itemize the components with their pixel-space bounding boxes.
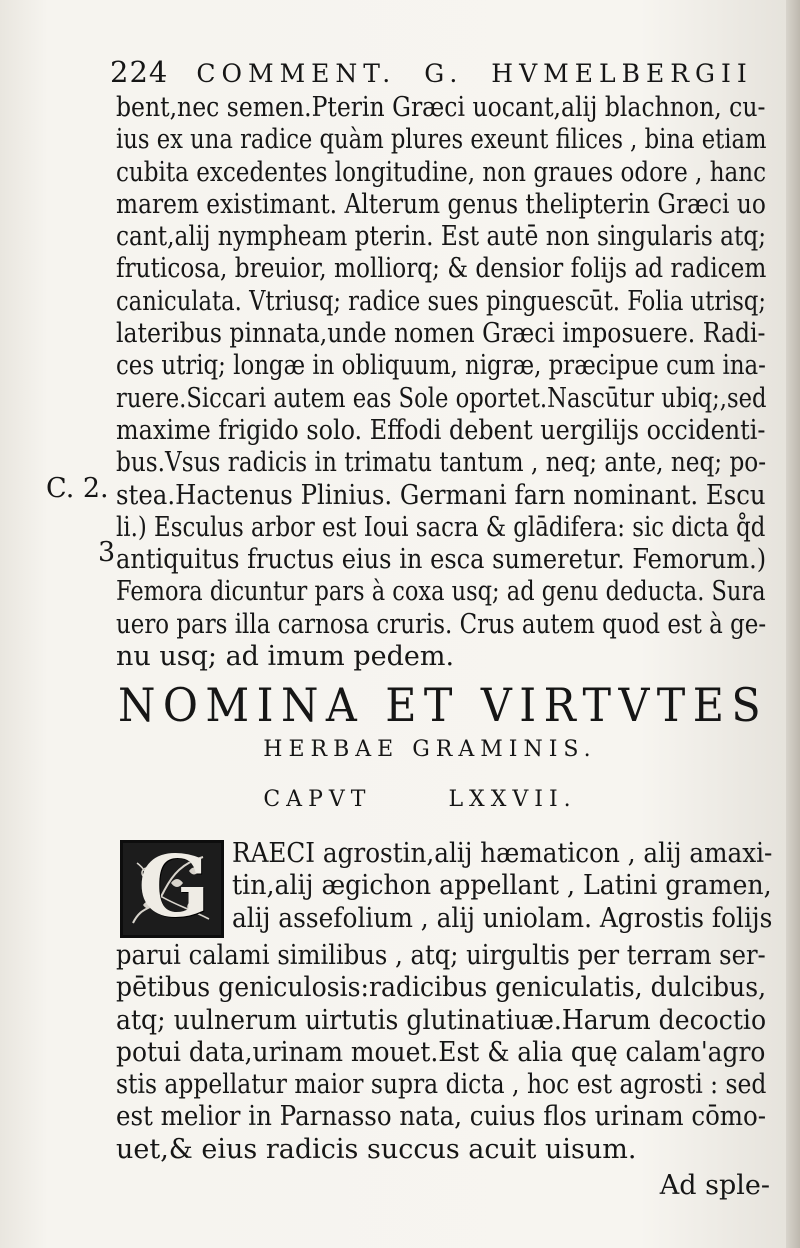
text-line: alij assefolium , alij uniolam. Agrostis folijs (232, 902, 773, 934)
text-line: maxime frigido solo. Effodi debent uergilijs occidenti- (116, 414, 766, 446)
text-line: cant,alij nympheam pterin. Est autē non singularis atq; (116, 221, 767, 253)
text-line: potui data,urinam mouet.Est & alia quę calam'agro (116, 1036, 766, 1068)
text-line: Femora dicuntur pars à coxa usq; ad genu deducta. Sura (116, 576, 766, 608)
commentary-block (116, 92, 766, 673)
text-line: atq; uulnerum uirtutis glutinatiuæ.Harum decoctio (116, 1004, 767, 1036)
text-line: stis appellatur maior supra dicta , hoc est agrosti : sed (116, 1069, 767, 1101)
text-line: li.) Esculus arbor est Ioui sacra & glādifera: sic dicta q̊d (116, 511, 766, 543)
decorated-initial (120, 840, 224, 938)
text-line: ces utriq; longæ in obliquum, nigræ, præcipue cum ina- (116, 350, 766, 382)
chapter-heading (0, 787, 800, 812)
text-line: bent,nec semen.Pterin Græci uocant,alij blachnon, cu- (116, 92, 766, 123)
text-line: ius ex una radice quàm plures exeunt filices , bina etiam (116, 124, 767, 156)
text-line: nu usq; ad imum pedem. (116, 641, 455, 673)
page-number: 224 (110, 55, 169, 89)
text-line: uero pars illa carnosa cruris. Crus autem quod est à ge- (116, 608, 767, 640)
text-line: RAECI agrostin,alij hæmaticon , alij amaxi- (232, 838, 773, 869)
chapter-indented-block (232, 838, 772, 935)
text-line: fruticosa, breuior, molliorq; & densior folijs ad radicem (116, 253, 767, 285)
running-title-2: G. (424, 59, 464, 88)
text-line: lateribus pinnata,unde nomen Græci imposuere. Radi- (116, 318, 766, 350)
text-line: stea.Hactenus Plinius. Germani farn nominant. Escu (116, 479, 766, 511)
text-line: ruere.Siccari autem eas Sole oportet.Nascūtur ubiq;,sed (116, 382, 767, 414)
text-line: tin,alij ægichon appellant , Latini gramen, (232, 870, 772, 902)
text-line: parui calami similibus , atq; uirgultis per terram ser- (116, 940, 766, 971)
text-line: cubita excedentes longitudine, non graues odore , hanc (116, 156, 767, 188)
caput-number: LXXVII. (448, 787, 577, 812)
margin-note-c2: C. 2. (46, 473, 109, 504)
running-title-1: COMMENT. (196, 59, 397, 88)
text-line: antiquitus fructus eius in esca sumeretur. Femorum.) (116, 544, 767, 576)
caput-label: CAPVT (263, 787, 372, 812)
chapter-body (116, 940, 766, 1166)
running-header (110, 55, 770, 89)
text-line: uet,& eius radicis succus acuit uisum. (116, 1133, 637, 1165)
running-title-3: HVMELBERGII (491, 59, 753, 88)
section-subtitle: HERBAE GRAMINIS. (263, 737, 597, 762)
text-line: marem existimant. Alterum genus thelipterin Græci uo (116, 188, 766, 220)
section-title: NOMINA ET VIRTVTES (118, 678, 769, 732)
page-edge (786, 0, 800, 1248)
margin-note-3: 3 (98, 537, 116, 568)
catchword: Ad sple- (659, 1170, 770, 1201)
initial-letter: G (138, 840, 210, 936)
text-line: bus.Vsus radicis in trimatu tantum , neq; ante, neq; po- (116, 447, 767, 479)
text-line: est melior in Parnasso nata, cuius flos urinam cōmo- (116, 1101, 767, 1133)
text-line: pētibus geniculosis:radicibus geniculatis, dulcibus, (116, 972, 767, 1004)
text-line: caniculata. Vtriusq; radice sues pinguescūt. Folia utrisq; (116, 285, 767, 317)
